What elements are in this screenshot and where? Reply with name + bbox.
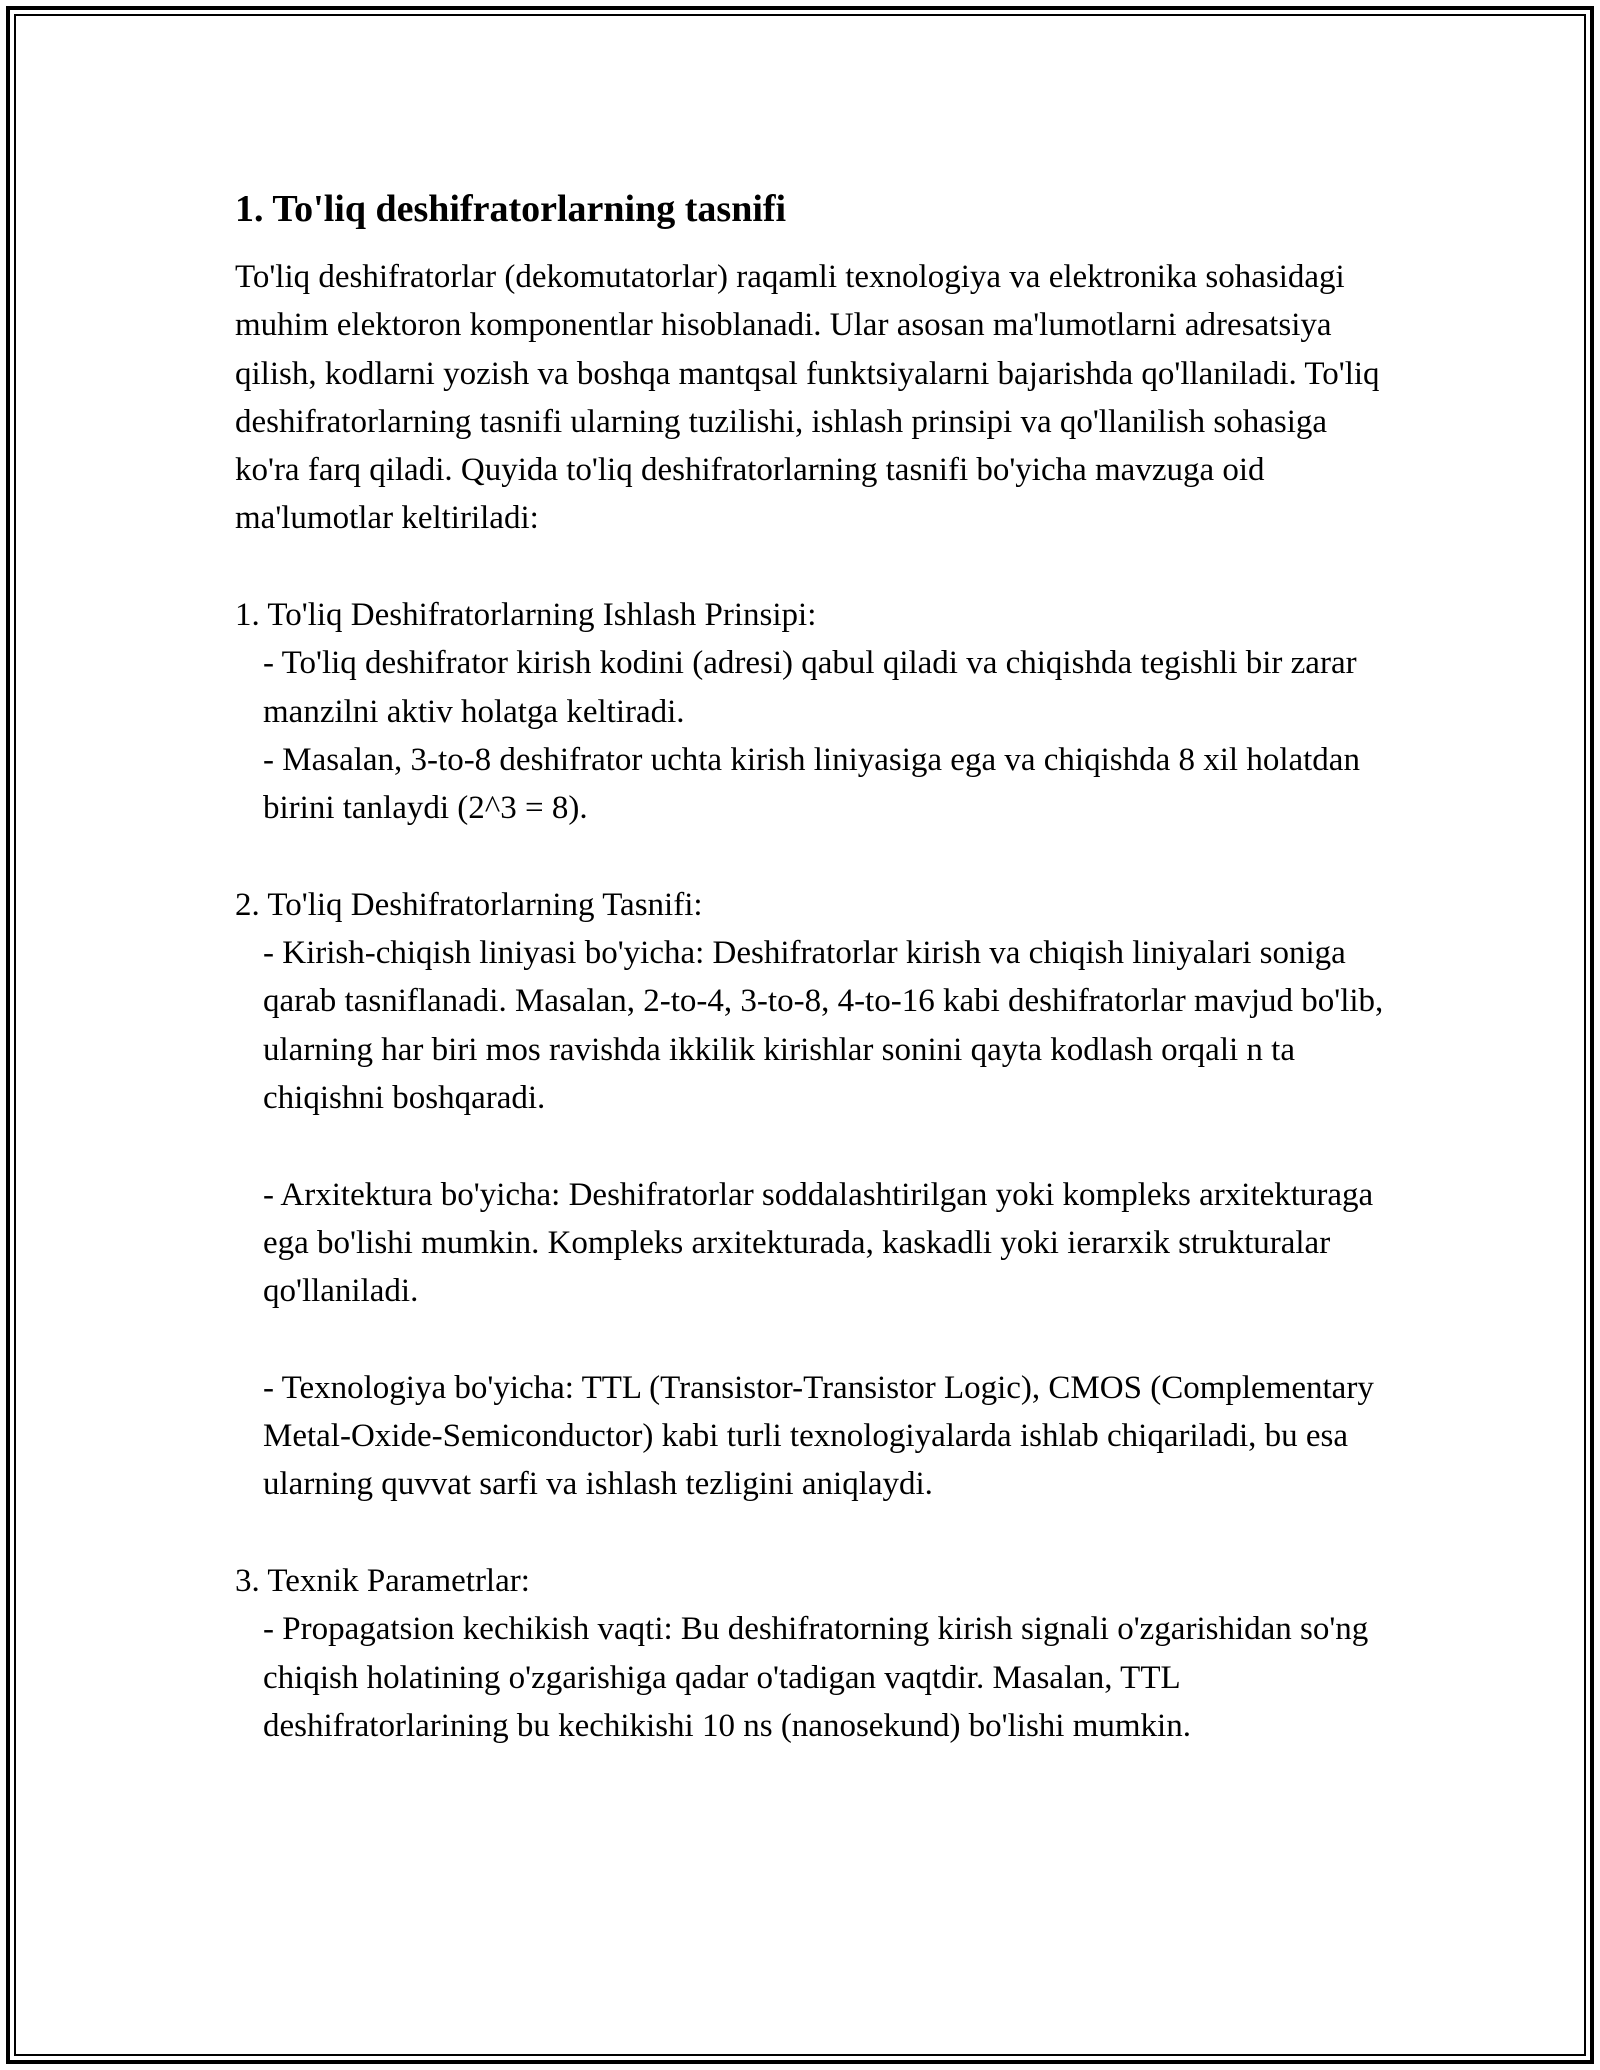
section-1-item-2: - Masalan, 3-to-8 deshifrator uchta kirish liniyasiga ega va chiqishda 8 xil holatdan birini tanlaydi (2^3 = 8). xyxy=(263,741,1360,827)
intro-paragraph: To'liq deshifratorlar (dekomutatorlar) raqamli texnologiya va elektronika sohasidagi muhim elektoron komponentlar hisoblanadi. Ular asosan ma'lumotlarni adresatsiya qilish, kodlarni yozish va boshqa mantqsal funktsiyalarni bajarishda qo'llaniladi. To'liq deshifratorlarning tasnifi ularning tuzilishi, ishlash prinsipi va qo'llanilish sohasiga ko'ra farq qiladi. Quyida to'liq deshifratorlarning tasnifi bo'yicha mavzuga oid ma'lumotlar keltiriladi: xyxy=(235,259,1380,537)
section-1-item-1: - To'liq deshifrator kirish kodini (adresi) qabul qiladi va chiqishda tegishli bir zarar manzilni aktiv holatga keltiradi. xyxy=(263,645,1357,730)
section-2-item-1: - Kirish-chiqish liniyasi bo'yicha: Deshifratorlar kirish va chiqish liniyalari soniga qarab tasniflanadi. Masalan, 2-to-4, 3-to-8, 4-to-16 kabi deshifratorlar mavjud bo'lib, ularning har biri mos ravishda ikkilik kirishlar sonini qayta kodlash orqali n ta chiqishni boshqaradi. xyxy=(263,935,1384,1117)
section-2-item-3: - Texnologiya bo'yicha: TTL (Transistor-Transistor Logic), CMOS (Complementary Metal-Oxide-Semiconductor) kabi turli texnologiyalarda ishlab chiqariladi, bu esa ularning quvvat sarfi va ishlash tezligini aniqlaydi. xyxy=(263,1369,1374,1503)
document-body xyxy=(235,185,1395,1750)
spacer xyxy=(235,1316,1395,1364)
section-2-item-2: - Arxitektura bo'yicha: Deshifratorlar soddalashtirilgan yoki kompleks arxitekturaga ega bo'lishi mumkin. Kompleks arxitekturada, kaskadli yoki ierarxik strukturalar qo'llaniladi. xyxy=(263,1176,1374,1310)
section-1-heading: 1. To'liq Deshifratorlarning Ishlash Prinsipi: xyxy=(235,597,817,634)
section-3-heading: 3. Texnik Parametrlar: xyxy=(235,1563,530,1600)
section-3-item-1: - Propagatsion kechikish vaqti: Bu deshifratorning kirish signali o'zgarishidan so'ng chiqish holatining o'zgarishiga qadar o'tadigan vaqtdir. Masalan, TTL deshifratorlarining bu kechikishi 10 ns (nanosekund) bo'lishi mumkin. xyxy=(263,1611,1369,1744)
document-title: 1. To'liq deshifratorlarning tasnifi xyxy=(235,188,787,230)
spacer xyxy=(235,1509,1395,1557)
spacer xyxy=(235,833,1395,881)
spacer xyxy=(235,1122,1395,1170)
section-2-heading: 2. To'liq Deshifratorlarning Tasnifi: xyxy=(235,886,703,923)
spacer xyxy=(235,543,1395,591)
